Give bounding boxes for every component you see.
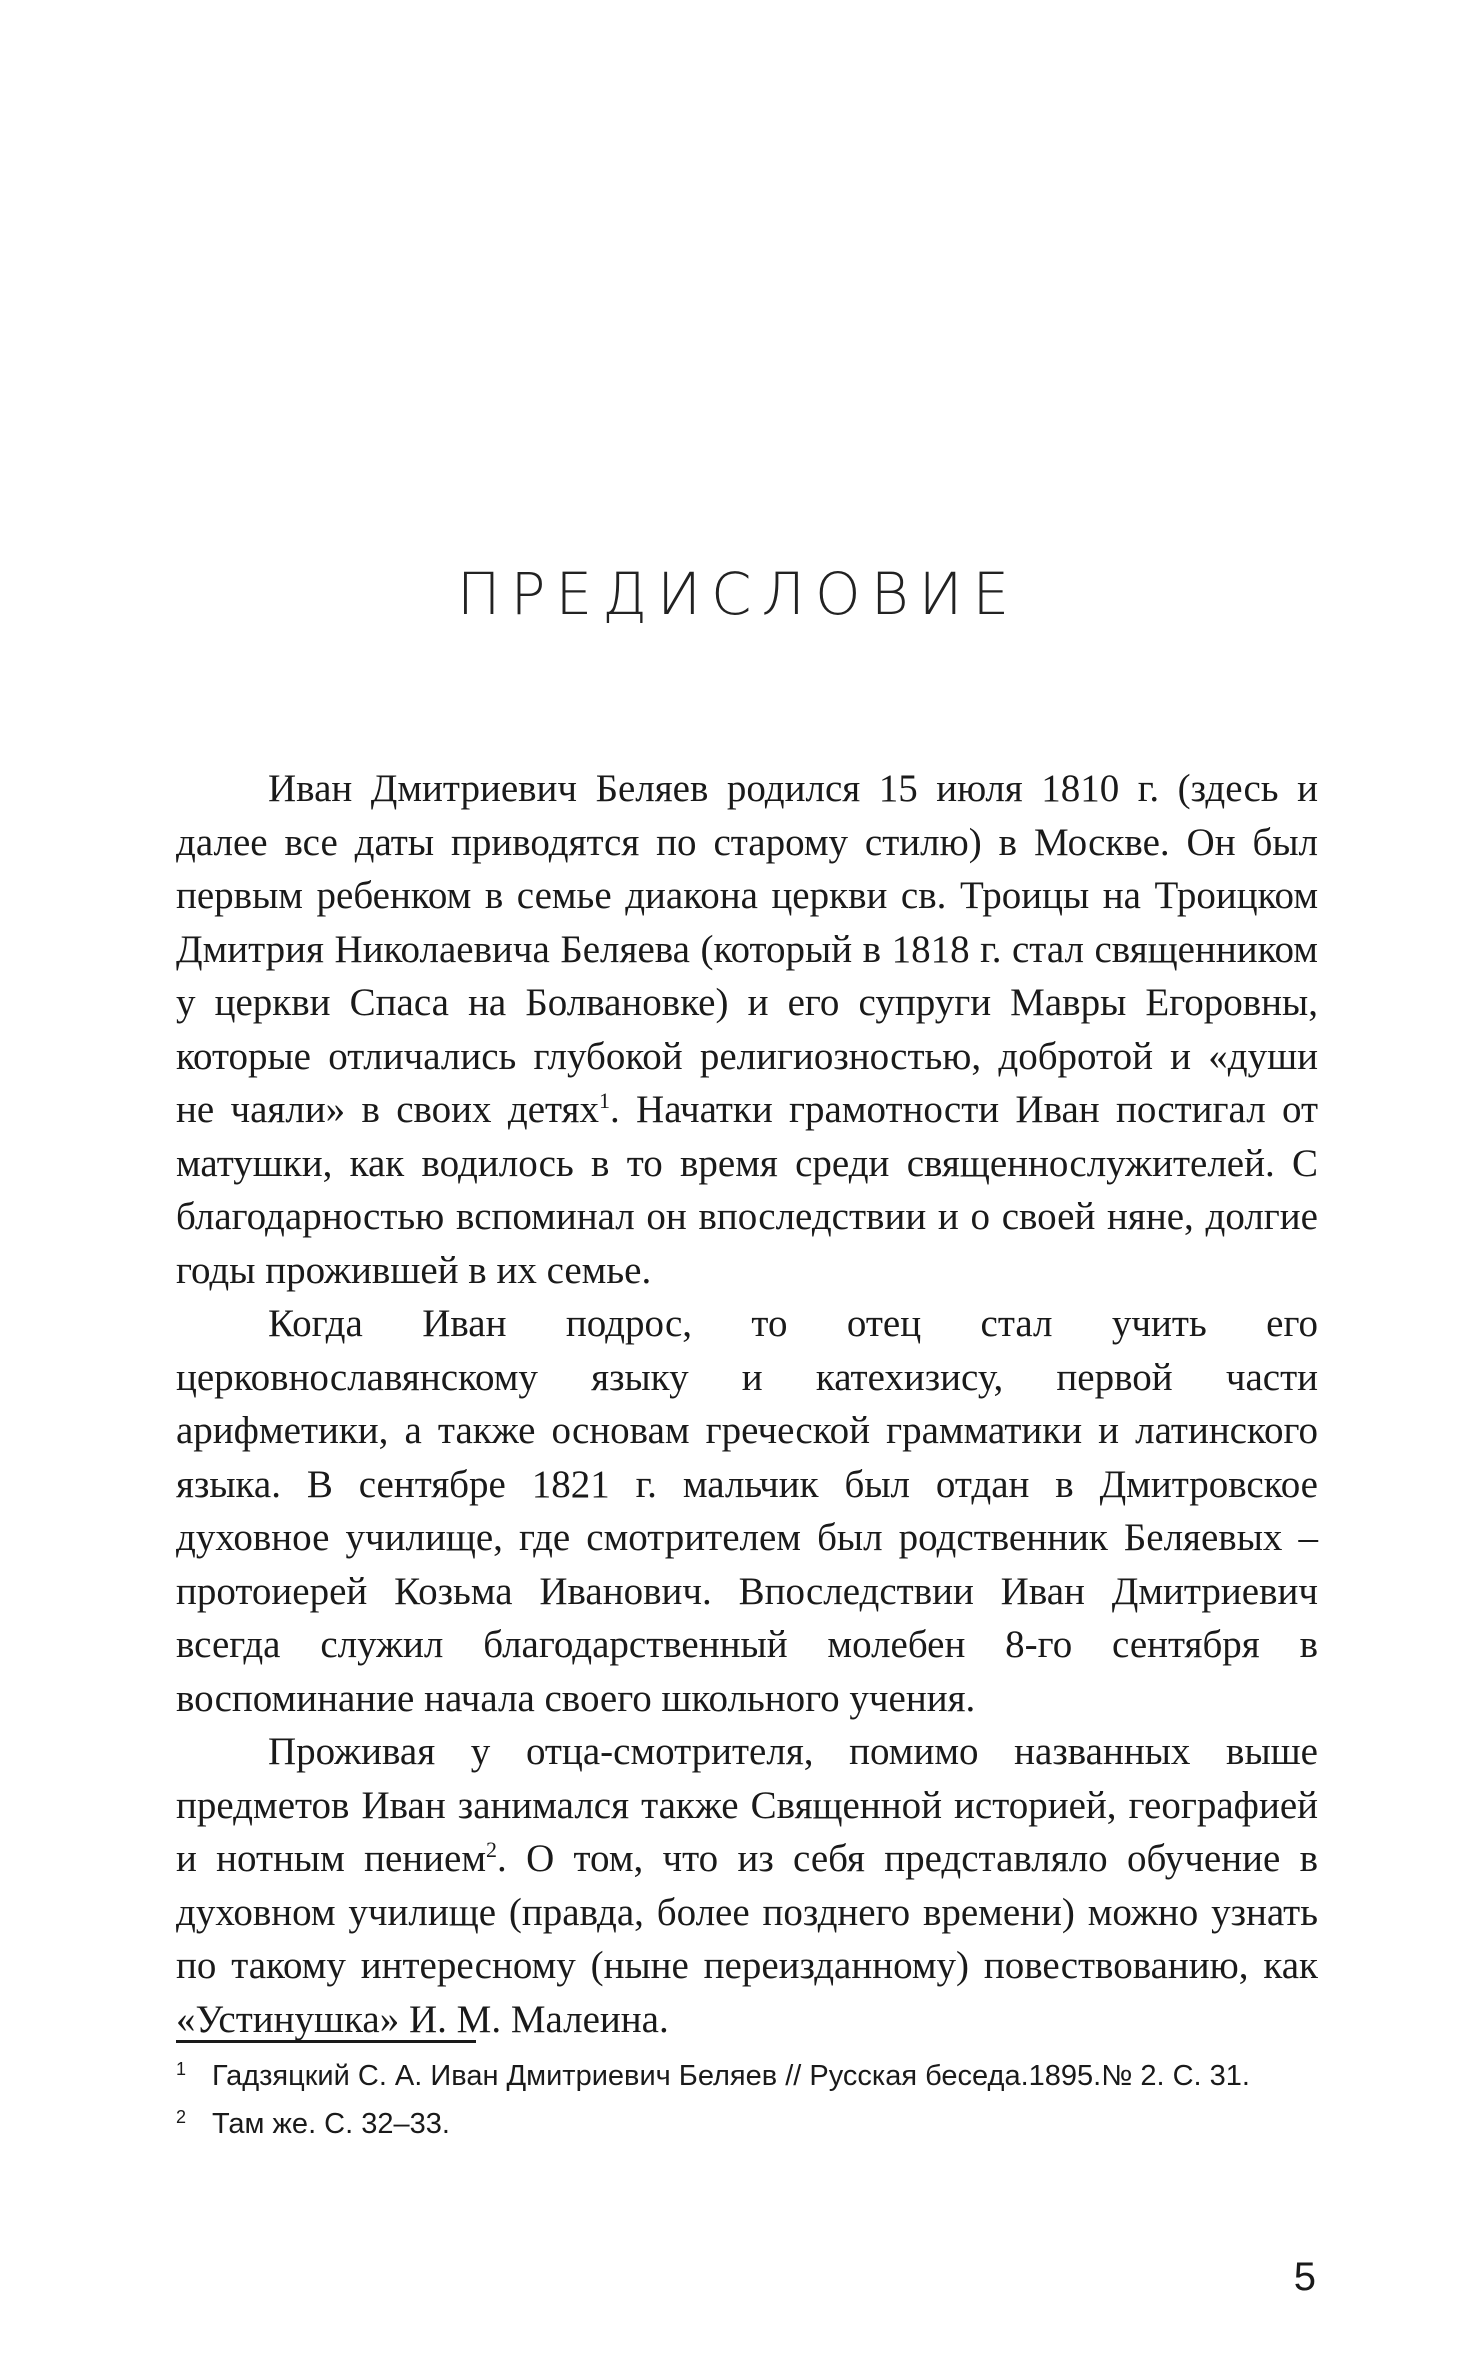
paragraph-2 bbox=[176, 1297, 1318, 1725]
paragraph-1-text-a: Иван Дмитриевич Беляев родился 15 июля 1810 г. (здесь и далее все даты приводятся по старому стилю) в Москве. Он был первым ребенком в семье диакона церкви св. Троицы на Троицком Дмитрия Николаевича Беляева (который в 1818 г. стал священником у церкви Спаса на Болвановке) и его супруги Мавры Егоровны, которые отличались глубокой религиозностью, добротой и «души не чаяли» в своих детях bbox=[176, 767, 1318, 1131]
footnote-ref-1: 1 bbox=[598, 1088, 610, 1113]
paragraph-1 bbox=[176, 762, 1318, 1297]
footnote-2 bbox=[176, 2104, 1318, 2144]
paragraph-3-text-b: . О том, что из себя представляло обучение в духовном училище (правда, более позднего времени) можно узнать по такому интересному (ныне переизданному) повествованию, как «Устинушка» И. М. Малеина. bbox=[176, 1837, 1318, 2041]
paragraph-3 bbox=[176, 1725, 1318, 2046]
chapter-title: ПРЕДИСЛОВИЕ bbox=[456, 560, 1020, 628]
footnote-1-text: Гадзяцкий С. А. Иван Дмитриевич Беляев // Русская беседа.1895.№ 2. С. 31. bbox=[212, 2060, 1250, 2092]
footnote-2-mark: 2 bbox=[176, 2107, 187, 2127]
footnote-2-text: Там же. С. 32–33. bbox=[212, 2108, 450, 2140]
paragraph-2-text: Когда Иван подрос, то отец стал учить его церковнославянскому языку и катехизису, первой части арифметики, а также основам греческой грамматики и латинского языка. В сентябре 1821 г. мальчик был отдан в Дмитровское духовное училище, где смотрителем был родственник Беляевых – протоиерей Козьма Иванович. Впоследствии Иван Дмитриевич всегда служил благодарственный молебен 8-го сентября в воспоминание начала своего школьного учения. bbox=[176, 1302, 1318, 1720]
body-text bbox=[176, 762, 1318, 2046]
footnote-divider bbox=[176, 2040, 476, 2043]
footnotes bbox=[176, 2056, 1318, 2152]
footnote-1-mark: 1 bbox=[176, 2059, 187, 2079]
footnote-1 bbox=[176, 2056, 1318, 2096]
page-number: 5 bbox=[1293, 2255, 1316, 2299]
paragraph-1-text-b: . Начатки грамотности Иван постигал от матушки, как водилось в то время среди священнослужителей. С благодарностью вспоминал он впоследствии и о своей няне, долгие годы прожившей в их семье. bbox=[176, 1088, 1318, 1292]
paragraph-3-text-a: Проживая у отца-смотрителя, помимо названных выше предметов Иван занимался также Священной историей, географией и нотным пением bbox=[176, 1730, 1318, 1880]
footnote-ref-2: 2 bbox=[486, 1837, 498, 1862]
